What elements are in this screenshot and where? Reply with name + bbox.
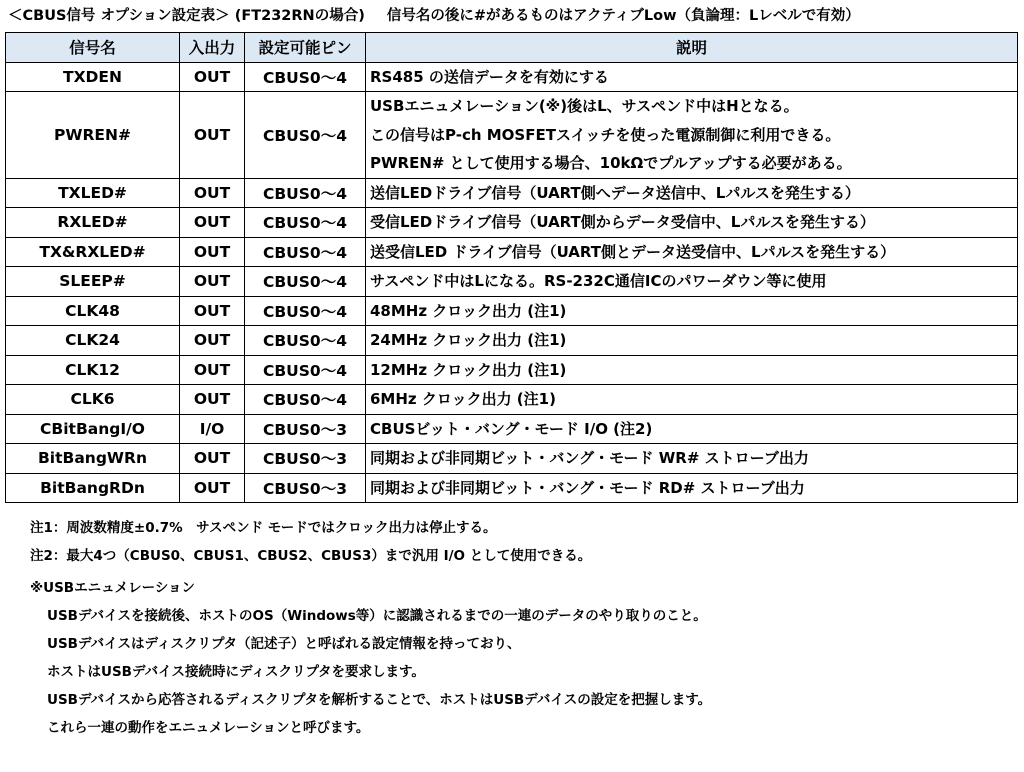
pins-cell: CBUS0～4 xyxy=(245,326,366,356)
table-row xyxy=(6,62,1018,92)
description-line: RS485 の送信データを有効にする xyxy=(370,67,609,86)
description-line: 48MHz クロック出力 (注1) xyxy=(370,301,567,320)
io-cell: OUT xyxy=(180,237,245,267)
page-header xyxy=(8,5,1020,27)
notes-section xyxy=(30,514,1010,742)
description-cell xyxy=(366,208,1018,238)
signal-name-cell: CLK6 xyxy=(6,385,180,415)
enumeration-title: ※USBエニュメレーション xyxy=(30,580,196,596)
io-cell: OUT xyxy=(180,62,245,92)
io-cell: OUT xyxy=(180,444,245,474)
description-line: サスペンド中はLになる。RS-232C通信ICのパワーダウン等に使用 xyxy=(370,272,827,290)
signal-name-cell: BitBangRDn xyxy=(6,473,180,503)
active-low-note: 信号名の後に#があるものはアクティブLow（負論理：Lレベルで有効） xyxy=(386,8,860,24)
table-row xyxy=(6,326,1018,356)
pins-cell: CBUS0～4 xyxy=(245,92,366,179)
pins-cell: CBUS0～3 xyxy=(245,473,366,503)
io-cell: OUT xyxy=(180,267,245,297)
pins-cell: CBUS0～4 xyxy=(245,385,366,415)
description-cell xyxy=(366,237,1018,267)
enumeration-line: USBデバイスはディスクリプタ（記述子）と呼ばれる設定情報を持っており、 xyxy=(47,636,521,652)
page-title: ＜CBUS信号 オプション設定表＞ (FT232RNの場合) xyxy=(8,8,365,24)
signal-name-cell: BitBangWRn xyxy=(6,444,180,474)
description-line: 同期および非同期ビット・バング・モード RD# ストローブ出力 xyxy=(370,478,805,497)
description-line: USBエニュメレーション(※)後はL、サスペンド中はHとなる。 xyxy=(370,97,799,115)
description-line: 24MHz クロック出力 (注1) xyxy=(370,331,567,349)
description-cell xyxy=(366,62,1018,92)
table-body xyxy=(6,62,1018,503)
table-row xyxy=(6,237,1018,267)
enumeration-line: これら一連の動作をエニュメレーションと呼びます。 xyxy=(47,720,370,736)
io-cell: I/O xyxy=(180,414,245,444)
table-row xyxy=(6,267,1018,297)
signal-name-cell: TX&RXLED# xyxy=(6,237,180,267)
col-header-io: 入出力 xyxy=(180,33,245,63)
io-cell: OUT xyxy=(180,296,245,326)
table-row xyxy=(6,444,1018,474)
description-cell xyxy=(366,385,1018,415)
signal-name-cell: TXLED# xyxy=(6,178,180,208)
col-header-signal: 信号名 xyxy=(6,33,180,63)
table-row xyxy=(6,208,1018,238)
signal-name-cell: TXDEN xyxy=(6,62,180,92)
signal-name-cell: CLK12 xyxy=(6,355,180,385)
note-1: 注1：周波数精度±0.7% サスペンド モードではクロック出力は停止する。 xyxy=(30,520,497,536)
io-cell: OUT xyxy=(180,208,245,238)
table-row xyxy=(6,92,1018,179)
pins-cell: CBUS0～4 xyxy=(245,296,366,326)
description-line: 送信LEDドライブ信号（UART側へデータ送信中、Lパルスを発生する） xyxy=(370,183,860,202)
description-cell xyxy=(366,414,1018,444)
io-cell: OUT xyxy=(180,178,245,208)
description-cell xyxy=(366,92,1018,179)
pins-cell: CBUS0～3 xyxy=(245,444,366,474)
cbus-signal-table xyxy=(5,32,1018,503)
pins-cell: CBUS0～4 xyxy=(245,178,366,208)
pins-cell: CBUS0～4 xyxy=(245,267,366,297)
description-cell xyxy=(366,267,1018,297)
col-header-description: 説明 xyxy=(366,33,1018,63)
description-line: 受信LEDドライブ信号（UART側からデータ受信中、Lパルスを発生する） xyxy=(370,213,875,231)
description-line: この信号はP-ch MOSFETスイッチを使った電源制御に利用できる。 xyxy=(370,125,841,144)
signal-name-cell: CLK24 xyxy=(6,326,180,356)
signal-name-cell: PWREN# xyxy=(6,92,180,179)
enumeration-line: USBデバイスから応答されるディスクリプタを解析することで、ホストはUSBデバイスの設定を把握します。 xyxy=(47,692,712,708)
description-line: 送受信LED ドライブ信号（UART側とデータ送受信中、Lパルスを発生する） xyxy=(370,242,896,261)
description-line: 12MHz クロック出力 (注1) xyxy=(370,360,567,379)
pins-cell: CBUS0～4 xyxy=(245,237,366,267)
io-cell: OUT xyxy=(180,92,245,179)
description-cell xyxy=(366,326,1018,356)
description-cell xyxy=(366,355,1018,385)
description-cell xyxy=(366,178,1018,208)
table-row xyxy=(6,385,1018,415)
table-row xyxy=(6,414,1018,444)
enumeration-line: ホストはUSBデバイス接続時にディスクリプタを要求します。 xyxy=(47,664,425,680)
table-row xyxy=(6,473,1018,503)
table-row xyxy=(6,355,1018,385)
io-cell: OUT xyxy=(180,326,245,356)
description-cell xyxy=(366,473,1018,503)
description-cell xyxy=(366,296,1018,326)
table-header-row xyxy=(6,33,1018,63)
description-line: CBUSビット・バング・モード I/O (注2) xyxy=(370,419,653,438)
signal-name-cell: RXLED# xyxy=(6,208,180,238)
pins-cell: CBUS0～4 xyxy=(245,208,366,238)
signal-name-cell: CLK48 xyxy=(6,296,180,326)
pins-cell: CBUS0～4 xyxy=(245,62,366,92)
col-header-pins: 設定可能ピン xyxy=(245,33,366,63)
signal-name-cell: CBitBangI/O xyxy=(6,414,180,444)
io-cell: OUT xyxy=(180,473,245,503)
table-row xyxy=(6,296,1018,326)
pins-cell: CBUS0～4 xyxy=(245,355,366,385)
table-row xyxy=(6,178,1018,208)
note-2: 注2：最大4つ（CBUS0、CBUS1、CBUS2、CBUS3）まで汎用 I/O として使用できる。 xyxy=(30,548,592,564)
enumeration-line: USBデバイスを接続後、ホストのOS（Windows等）に認識されるまでの一連のデータのやり取りのこと。 xyxy=(47,608,707,624)
description-line: 同期および非同期ビット・バング・モード WR# ストローブ出力 xyxy=(370,449,809,467)
description-line: PWREN# として使用する場合、10kΩでプルアップする必要がある。 xyxy=(370,154,852,172)
description-line: 6MHz クロック出力 (注1) xyxy=(370,390,556,408)
io-cell: OUT xyxy=(180,355,245,385)
signal-name-cell: SLEEP# xyxy=(6,267,180,297)
description-cell xyxy=(366,444,1018,474)
pins-cell: CBUS0～3 xyxy=(245,414,366,444)
io-cell: OUT xyxy=(180,385,245,415)
